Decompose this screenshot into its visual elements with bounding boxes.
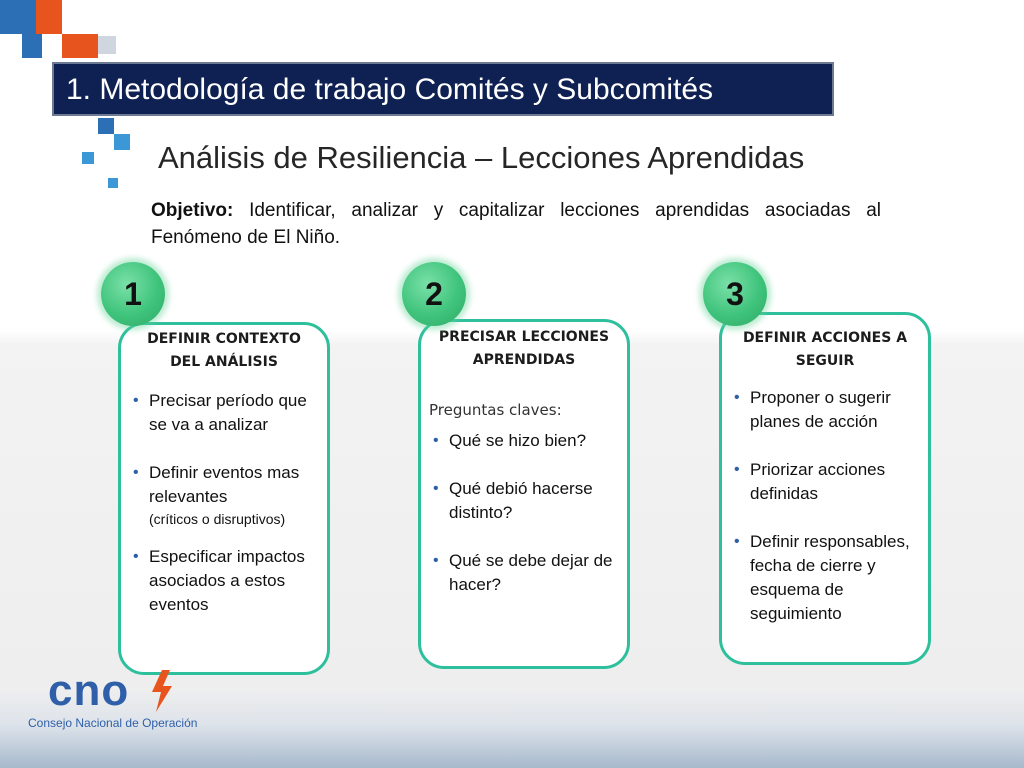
step-1-card — [118, 322, 330, 675]
decor-square-lightblue — [82, 152, 94, 164]
step-3-list — [728, 386, 926, 626]
decor-square-lightblue — [114, 134, 130, 150]
lightning-icon — [148, 670, 174, 712]
step-2-title — [421, 326, 627, 372]
list-item: • Definir eventos mas relevantes (críticos o disruptivos) — [127, 461, 323, 529]
list-item-note: (críticos o disruptivos) — [149, 511, 286, 527]
list-item: • Qué debió hacerse distinto? — [427, 477, 623, 525]
decor-square-blue — [22, 34, 42, 58]
step-3-title-line1: DEFINIR ACCIONES A — [742, 330, 908, 346]
list-item: • Precisar período que se va a analizar — [127, 389, 323, 437]
list-item: • Especificar impactos asociados a estos eventos — [127, 545, 323, 617]
decor-square-orange — [36, 0, 62, 34]
objective-body: Identificar, analizar y capitalizar lecciones aprendidas asociadas al Fenómeno de El Niño. — [151, 200, 881, 248]
cno-logo — [48, 668, 129, 714]
step-1-title — [121, 328, 327, 374]
objective-label: Objetivo: — [151, 200, 234, 221]
step-2-number: 2 — [402, 262, 466, 326]
list-item: • Priorizar acciones definidas — [728, 458, 926, 506]
key-questions-label: Preguntas claves: — [429, 401, 562, 419]
objective-text — [151, 197, 881, 251]
logo-text: cno — [48, 666, 130, 715]
step-2-title-line1: PRECISAR LECCIONES — [438, 329, 610, 345]
slide-subtitle: Análisis de Resiliencia – Lecciones Aprendidas — [158, 140, 805, 175]
step-1-list — [127, 389, 323, 617]
step-3-card — [719, 312, 931, 665]
decor-square-blue — [98, 118, 114, 134]
decor-square-lightblue — [108, 178, 118, 188]
decor-square-orange — [62, 34, 98, 58]
decor-square-blue — [0, 0, 36, 34]
step-3-title — [722, 327, 928, 373]
step-1-title-line2: DEL ANÁLISIS — [170, 354, 278, 370]
list-item: • Proponer o sugerir planes de acción — [728, 386, 926, 434]
step-2-title-line2: APRENDIDAS — [472, 352, 576, 368]
decor-square-light — [98, 36, 116, 54]
logo-subtitle: Consejo Nacional de Operación — [28, 716, 198, 730]
list-item: • Definir responsables, fecha de cierre y esquema de seguimiento — [728, 530, 926, 626]
step-3-title-line2: SEGUIR — [795, 353, 855, 369]
page-title: 1. Metodología de trabajo Comités y Subcomités — [66, 73, 714, 106]
list-item: • Qué se hizo bien? — [427, 429, 623, 453]
title-bar — [52, 62, 834, 116]
step-2-list — [427, 429, 623, 597]
step-1-number: 1 — [101, 262, 165, 326]
step-1-title-line1: DEFINIR CONTEXTO — [147, 331, 301, 347]
list-item: • Qué se debe dejar de hacer? — [427, 549, 623, 597]
step-3-number: 3 — [703, 262, 767, 326]
step-2-card — [418, 319, 630, 669]
